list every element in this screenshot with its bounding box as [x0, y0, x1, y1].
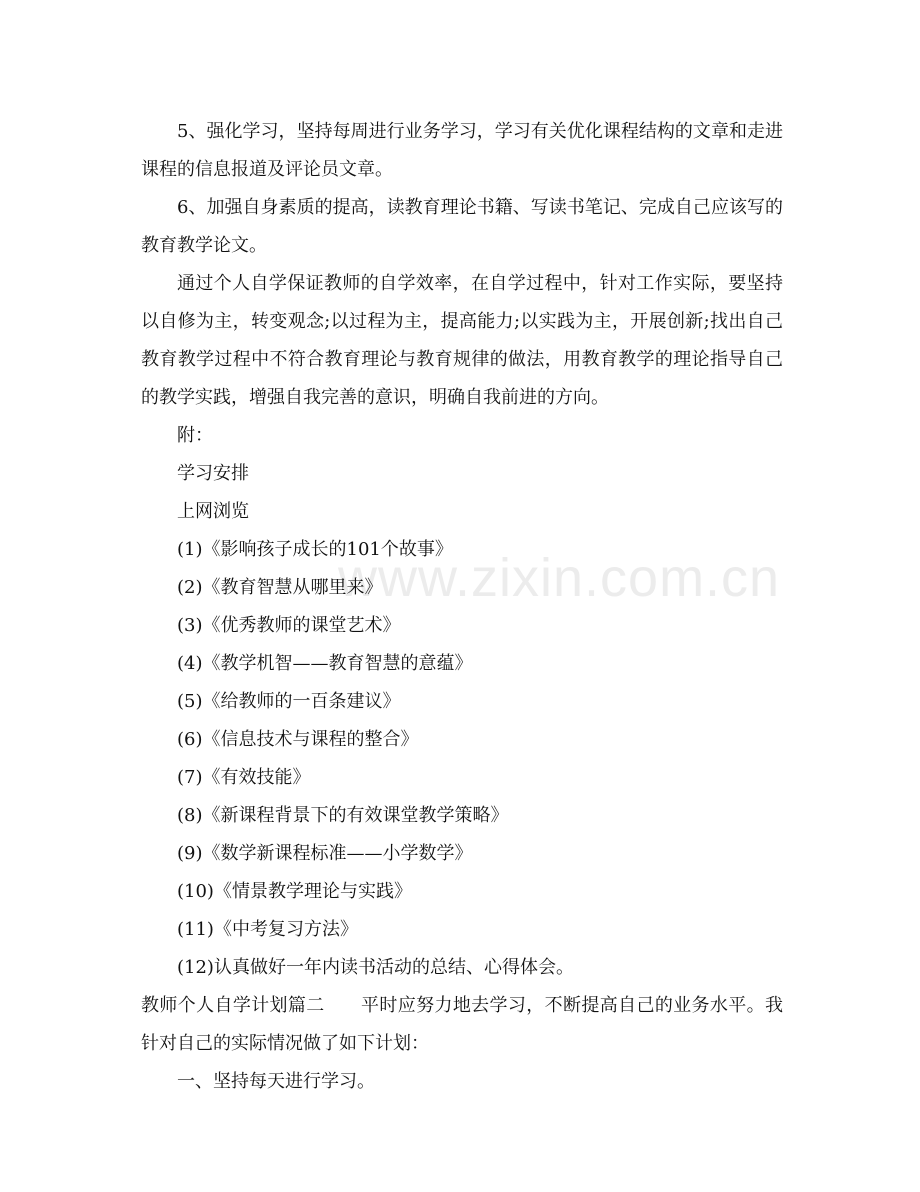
section-heading-paragraph	[141, 987, 783, 1063]
paragraph-item-6: 6、加强自身素质的提高，读教育理论书籍、写读书笔记、完成自己应该写的教育教学论文。	[141, 197, 783, 256]
section-title: 教师个人自学计划篇二	[141, 995, 325, 1016]
reading-list-item: (6)《信息技术与课程的整合》	[177, 729, 419, 750]
reading-list-item: (7)《有效技能》	[177, 767, 311, 788]
document-body	[141, 113, 783, 1101]
schedule-label: 学习安排	[177, 463, 249, 484]
reading-list-item: (12)认真做好一年内读书活动的总结、心得体会。	[177, 957, 574, 978]
reading-list-item: (3)《优秀教师的课堂艺术》	[177, 615, 401, 636]
reading-list-item: (5)《给教师的一百条建议》	[177, 691, 401, 712]
paragraph-summary: 通过个人自学保证教师的自学效率，在自学过程中，针对工作实际，要坚持以自修为主，转变观念;以过程为主，提高能力;以实践为主，开展创新;找出自己教育教学过程中不符合教育理论与教育规律的做法，用教育教学的理论指导自己的教学实践，增强自我完善的意识，明确自我前进的方向。	[141, 273, 783, 408]
reading-list-item: (8)《新课程背景下的有效课堂教学策略》	[177, 805, 509, 826]
reading-list-item: (11)《中考复习方法》	[177, 919, 358, 940]
reading-list-item: (10)《情景教学理论与实践》	[177, 881, 412, 902]
paragraph-item-5: 5、强化学习，坚持每周进行业务学习，学习有关优化课程结构的文章和走进课程的信息报道及评论员文章。	[141, 121, 783, 180]
reading-list-item: (1)《影响孩子成长的101个故事》	[177, 539, 453, 560]
reading-list-item: (2)《教育智慧从哪里来》	[177, 577, 383, 598]
watermark: www.zixin.com.cn	[338, 548, 781, 608]
point-one: 一、坚持每天进行学习。	[177, 1071, 375, 1092]
appendix-label: 附：	[177, 425, 213, 446]
section-intro: 平时应努力地去学习，不断提高自己的业务水平。我针对自己的实际情况做了如下计划：	[141, 995, 784, 1054]
reading-list-item: (4)《教学机智——教育智慧的意蕴》	[177, 653, 473, 674]
browse-label: 上网浏览	[177, 501, 249, 522]
reading-list-item: (9)《数学新课程标准——小学数学》	[177, 843, 473, 864]
